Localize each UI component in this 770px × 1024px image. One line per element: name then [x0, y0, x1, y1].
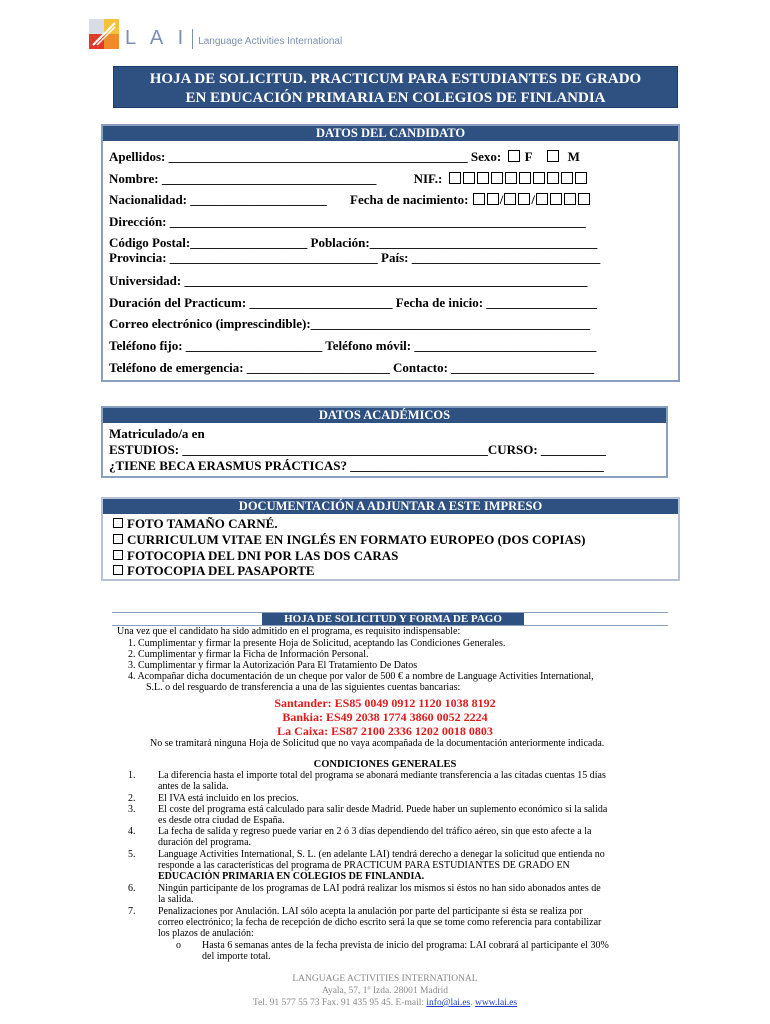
- academic-section-title: DATOS ACADÉMICOS: [103, 408, 666, 423]
- form-title-line1: HOJA DE SOLICITUD. PRACTICUM PARA ESTUDIANTES DE GRADO: [149, 71, 642, 87]
- academic-section: [101, 406, 668, 478]
- address-field[interactable]: Dirección: ________________________________________________________________: [109, 214, 586, 229]
- nif-boxes[interactable]: [448, 171, 588, 186]
- condition-number: 2.: [128, 793, 136, 804]
- surname-field[interactable]: Apellidos: ______________________________________________ Sexo:: [109, 149, 502, 164]
- nationality-field[interactable]: Nacionalidad: _____________________: [109, 192, 327, 207]
- footer-contact: Tel. 91 577 55 73 Fax. 91 435 95 45. E-mail: info@lai.es. www.lai.es: [252, 998, 518, 1008]
- form-title-line2: EN EDUCACIÓN PRIMARIA EN COLEGIOS DE FINLANDIA: [185, 90, 606, 106]
- payment-step-4-cont: S.L. o del resguardo de transferencia a una de las siguientes cuentas bancarias:: [146, 682, 461, 693]
- payment-step-4: 4. Acompañar dicha documentación de un cheque por valor de 500 € a nombre de Language Activities International,: [128, 671, 594, 682]
- candidate-section-title: DATOS DEL CANDIDATO: [103, 126, 678, 141]
- sex-f-label: F: [524, 149, 533, 164]
- doc-item-photo: FOTO TAMAÑO CARNÉ.: [113, 516, 278, 532]
- logo-subtitle: Language Activities International: [198, 36, 343, 47]
- surname-row: [109, 149, 580, 165]
- payment-note: No se tramitará ninguna Hoja de Solicitud que no vaya acompañada de la documentación anteriormente indicada.: [150, 738, 605, 749]
- payment-step-1: 1. Cumplimentar y firmar la presente Hoja de Solicitud, aceptando las Condiciones Generales.: [128, 638, 506, 649]
- condition-3: El coste del programa está calculado para salir desde Madrid. Puede haber un suplemento económico si la salida es desde otra ciudad de España.: [158, 804, 608, 826]
- condition-6: Ningún participante de los programas de LAI podrá realizar los mismos si éstos no han sido abonados antes de la salida.: [158, 883, 601, 905]
- duration-start-field[interactable]: Duración del Practicum: ______________________ Fecha de inicio: _________________: [109, 295, 597, 310]
- doc-item-dni: FOTOCOPIA DEL DNI POR LAS DOS CARAS: [113, 548, 398, 564]
- doc-checkbox[interactable]: [113, 534, 123, 544]
- doc-checkbox[interactable]: [113, 550, 123, 560]
- footer-email-link[interactable]: info@lai.es: [426, 998, 471, 1008]
- footer-address: Ayala, 57, 1º Izda. 28001 Madrid: [321, 986, 449, 996]
- condition-1: La diferencia hasta el importe total del programa se abonará mediante transferencia a las citadas cuentas 15 días antes de la salida.: [158, 770, 606, 792]
- payment-title: HOJA DE SOLICITUD Y FORMA DE PAGO: [112, 612, 668, 626]
- condition-number: 1.: [128, 770, 136, 781]
- name-field[interactable]: Nombre: _________________________________: [109, 171, 377, 186]
- company-logo: [89, 13, 342, 49]
- condition-4: La fecha de salida y regreso puede variar en 2 ó 3 días dependiendo del tráfico aéreo, sin que esto afecte a la duración del programa.: [158, 826, 592, 848]
- bank-lacaixa: La Caixa: ES87 2100 2336 1202 0018 0803: [277, 724, 493, 738]
- province-country-field[interactable]: Provincia: ________________________________ País: _____________________________: [109, 250, 601, 265]
- doc-item-passport: FOTOCOPIA DEL PASAPORTE: [113, 563, 315, 579]
- condition-5: Language Activities International, S. L. (en adelante LAI) tendrá derecho a denegar la solicitud que entienda no responde a las características del programa de PRACTICUM PARA ESTUDIANTES DE GRADO EN EDUCACIÓN PRIMARIA EN COLEGIOS DE FINLANDIA.: [158, 849, 605, 882]
- condition-number: 6.: [128, 883, 136, 894]
- nif-label: NIF.:: [413, 171, 443, 186]
- documents-section: [101, 497, 680, 581]
- bank-santander: Santander: ES85 0049 0912 1120 1038 8192: [274, 696, 496, 710]
- bank-bankia: Bankia: ES49 2038 1774 3860 0052 2224: [282, 710, 488, 724]
- enrolled-label: Matriculado/a en: [109, 426, 205, 441]
- name-row: [109, 171, 588, 187]
- emergency-phone-field[interactable]: Teléfono de emergencia: ______________________ Contacto: ______________________: [109, 360, 595, 375]
- footer-company: LANGUAGE ACTIVITIES INTERNATIONAL: [292, 974, 478, 984]
- lai-logo-icon: [89, 19, 119, 49]
- studies-field[interactable]: ESTUDIOS: _______________________________________________CURSO: __________: [109, 442, 606, 457]
- condition-7-sub: Hasta 6 semanas antes de la fecha prevista de inicio del programa: LAI cobrará al participante el 30% del importe total.: [202, 940, 609, 962]
- form-title-banner: [113, 66, 678, 108]
- nationality-row: [109, 192, 591, 208]
- logo-divider: [192, 29, 193, 49]
- condition-number: 3.: [128, 804, 136, 815]
- erasmus-field[interactable]: ¿TIENE BECA ERASMUS PRÁCTICAS? _______________________________________: [109, 458, 604, 473]
- sex-f-checkbox[interactable]: [508, 150, 520, 162]
- birthdate-boxes[interactable]: / /: [472, 192, 591, 207]
- doc-item-cv: CURRICULUM VITAE EN INGLÉS EN FORMATO EUROPEO (DOS COPIAS): [113, 532, 585, 548]
- payment-step-3: 3. Cumplimentar y firmar la Autorización Para El Tratamiento De Datos: [128, 660, 418, 671]
- doc-checkbox[interactable]: [113, 565, 123, 575]
- condition-number: 5.: [128, 849, 136, 860]
- condition-number: 4.: [128, 826, 136, 837]
- footer-web-link[interactable]: www.lai.es: [474, 998, 518, 1008]
- university-field[interactable]: Universidad: ______________________________________________________________: [109, 273, 588, 288]
- birthdate-label: Fecha de nacimiento:: [350, 192, 469, 207]
- postal-city-field[interactable]: Código Postal:__________________ Población:___________________________________: [109, 235, 598, 250]
- payment-step-2: 2. Cumplimentar y firmar la Ficha de Información Personal.: [128, 649, 369, 660]
- conditions-title: CONDICIONES GENERALES: [313, 759, 457, 770]
- candidate-section: [101, 124, 680, 382]
- sex-m-checkbox[interactable]: [547, 150, 559, 162]
- sex-m-label: M: [567, 149, 580, 164]
- phone-field[interactable]: Teléfono fijo: _____________________ Teléfono móvil: ____________________________: [109, 338, 597, 353]
- sub-bullet: o: [176, 940, 181, 951]
- payment-intro: Una vez que el candidato ha sido admitido en el programa, es requisito indispensable:: [117, 626, 461, 637]
- email-field[interactable]: Correo electrónico (imprescindible):___________________________________________: [109, 316, 591, 331]
- condition-7: Penalizaciones por Anulación. LAI sólo acepta la anulación por parte del participante si ésta se realiza por correo electrónico; la fecha de recepción de dicho escrito será la que se tome como referencia para contabilizar los plazos de anulación:: [158, 906, 602, 939]
- condition-2: El IVA está incluido en los precios.: [158, 793, 299, 804]
- condition-number: 7.: [128, 906, 136, 917]
- doc-checkbox[interactable]: [113, 518, 123, 528]
- documents-section-title: DOCUMENTACIÓN A ADJUNTAR A ESTE IMPRESO: [103, 499, 678, 514]
- logo-text: L A I: [125, 27, 189, 49]
